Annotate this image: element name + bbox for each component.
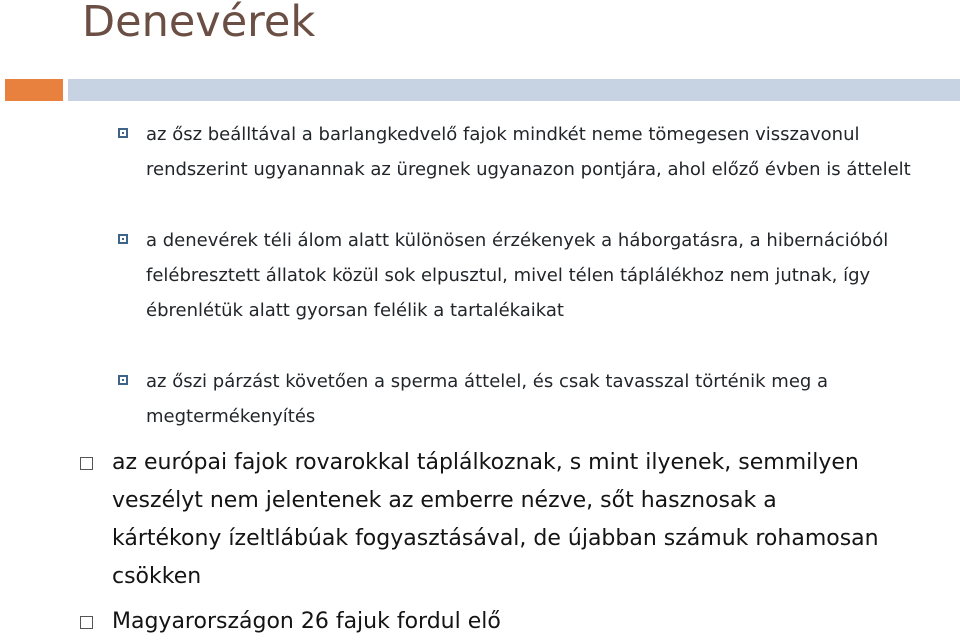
header-bar	[68, 79, 960, 101]
slide-title: Denevérek	[82, 0, 316, 47]
sub-bullet-item	[118, 364, 918, 434]
sub-bullet-item	[118, 117, 918, 187]
main-bullet-item	[80, 444, 880, 596]
square-bullet-icon	[118, 234, 128, 244]
main-bullet-item	[80, 603, 880, 640]
hollow-square-bullet-icon	[80, 616, 93, 629]
square-bullet-icon	[118, 128, 128, 138]
sub-bullet-text: az ősz beálltával a barlangkedvelő fajok mindkét neme tömegesen visszavonul rendszerint ugyanannak az üregnek ugyanazon pontjára, ahol előző évben is áttelelt	[146, 124, 911, 180]
sub-bullet-text: a denevérek téli álom alatt különösen érzékenyek a háborgatásra, a hibernációból felébresztett állatok közül sok elpusztul, mivel télen táplálékhoz nem jutnak, így ébrenlétük alatt gyorsan felélik a tartalékaikat	[146, 230, 889, 321]
sub-bullet-item	[118, 223, 918, 328]
hollow-square-bullet-icon	[80, 457, 93, 470]
accent-bar	[5, 79, 63, 101]
sub-bullet-text: az őszi párzást követően a sperma áttelel, és csak tavasszal történik meg a megtermékenyítés	[146, 371, 829, 427]
main-bullet-text: az európai fajok rovarokkal táplálkoznak, s mint ilyenek, semmilyen veszélyt nem jelentenek az emberre nézve, sőt hasznosak a kártékony ízeltlábúak fogyasztásával, de újabban számuk rohamosan csökken	[112, 450, 879, 589]
main-bullet-text: Magyarországon 26 fajuk fordul elő	[112, 609, 501, 634]
square-bullet-icon	[118, 375, 128, 385]
